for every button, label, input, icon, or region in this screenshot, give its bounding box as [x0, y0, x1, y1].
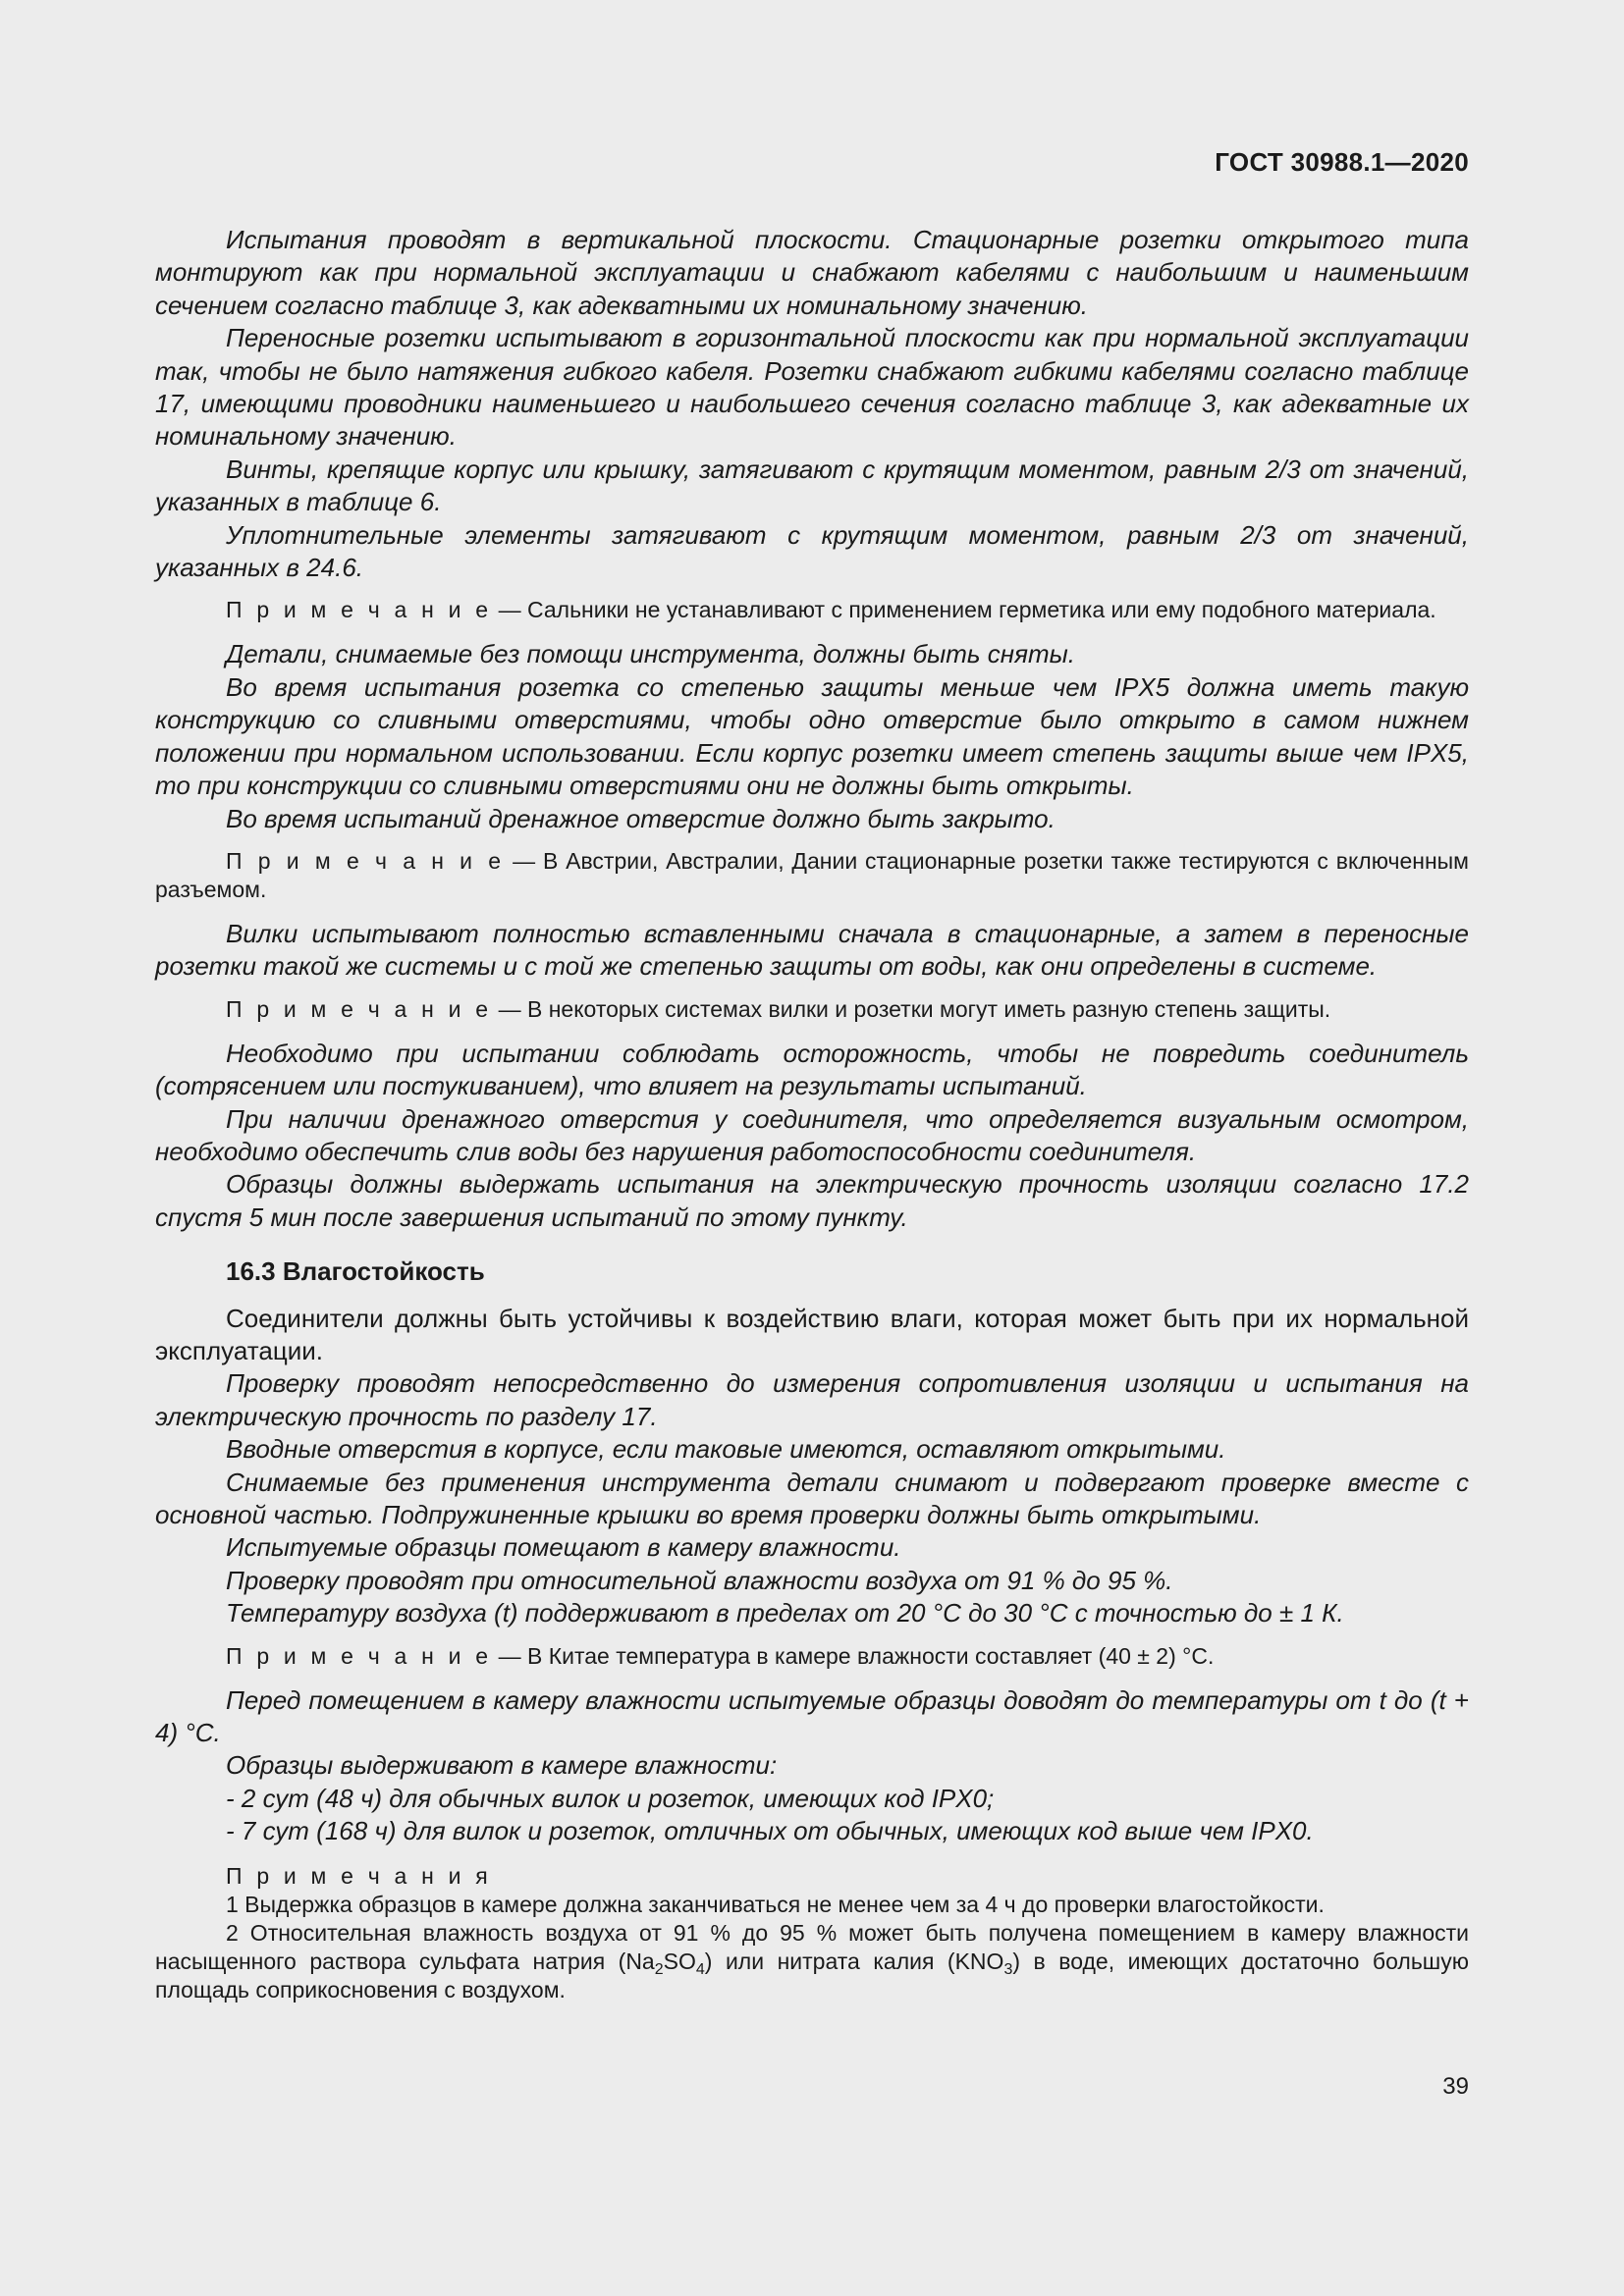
paragraph: Необходимо при испытании соблюдать осторожность, чтобы не повредить соединитель (сотрясением или постукиванием), что влияет на результаты испытаний.	[155, 1038, 1469, 1101]
paragraph: Образцы должны выдержать испытания на электрическую прочность изоляции согласно 17.2 спустя 5 мин после завершения испытаний по этому пункту.	[155, 1169, 1469, 1232]
paragraph: Испытуемые образцы помещают в камеру влажности.	[226, 1532, 901, 1563]
paragraph: Проверку проводят при относительной влажности воздуха от 91 % до 95 %.	[226, 1565, 1173, 1595]
note-label: П р и м е ч а н и е	[226, 995, 493, 1022]
paragraph: Температуру воздуха (t) поддерживают в пределах от 20 °С до 30 °С с точностью до ± 1 К.	[226, 1598, 1344, 1629]
note-item: 1 Выдержка образцов в камере должна заканчиваться не менее чем за 4 ч до проверки влагостойкости.	[226, 1891, 1325, 1917]
paragraph: Переносные розетки испытывают в горизонтальной плоскости как при нормальной эксплуатации так, чтобы не было натяжения гибкого кабеля. Розетки снабжают гибкими кабелями согласно таблице 17, имеющими проводники наименьшего и наибольшего сечения согласно таблице 3, как адекватные их номинальному значению.	[155, 323, 1469, 452]
paragraph: При наличии дренажного отверстия у соединителя, что определяется визуальным осмотром, необходимо обеспечить слив воды без нарушения работоспособности соединителя.	[155, 1103, 1469, 1166]
paragraph: Детали, снимаемые без помощи инструмента, должны быть сняты.	[226, 639, 1075, 669]
note: П р и м е ч а н и е — Сальники не устанавливают с применением герметика или ему подобного материала.	[226, 597, 1436, 623]
page-content	[155, 224, 1469, 2004]
note-label: П р и м е ч а н и е	[226, 1642, 493, 1669]
page-number: 39	[1442, 2073, 1469, 2100]
paragraph: Проверку проводят непосредственно до измерения сопротивления изоляции и испытания на электрическую прочность по разделу 17.	[155, 1368, 1469, 1431]
note-item	[155, 1919, 1469, 2004]
note: П р и м е ч а н и е — В некоторых системах вилки и розетки могут иметь разную степень защиты.	[226, 995, 1331, 1022]
note-text: 2 Относительная влажность воздуха от 91 % до 95 % может быть получена помещением в камеру влажности насыщенного раствора сульфата натрия (Na	[155, 1919, 1469, 1974]
note-label: П р и м е ч а н и е	[226, 847, 506, 874]
list-item: - 2 сут (48 ч) для обычных вилок и розеток, имеющих код IPX0;	[226, 1783, 995, 1813]
paragraph: Испытания проводят в вертикальной плоскости. Стационарные розетки открытого типа монтируют как при нормальной эксплуатации и снабжают кабелями с наибольшим и наименьшим сечением согласно таблице 3, как адекватными их номинальному значению.	[155, 225, 1469, 320]
note-text: В Китае температура в камере влажности составляет (40 ± 2) °С.	[526, 1642, 1215, 1669]
document-header: ГОСТ 30988.1—2020	[1215, 147, 1469, 177]
paragraph: Снимаемые без применения инструмента детали снимают и подвергают проверке вместе с основной частью. Подпружиненные крышки во время проверки должны быть открытыми.	[155, 1467, 1469, 1529]
note-text: SO	[663, 1948, 696, 1974]
notes-label: П р и м е ч а н и я	[226, 1862, 492, 1889]
paragraph: Вводные отверстия в корпусе, если таковые имеются, оставляют открытыми.	[226, 1434, 1226, 1465]
note: П р и м е ч а н и е — В Китае температура в камере влажности составляет (40 ± 2) °С.	[226, 1642, 1215, 1669]
paragraph: Вилки испытывают полностью вставленными сначала в стационарные, а затем в переносные розетки такой же системы и с той же степенью защиты от воды, как они определены в системе.	[155, 918, 1469, 982]
note-label: П р и м е ч а н и е	[226, 597, 493, 623]
note-text: ) в воде, имеющих достаточно большую площадь соприкосновения с воздухом.	[155, 1948, 1470, 2002]
subscript: 3	[1003, 1960, 1013, 1978]
note-text: В Австрии, Австралии, Дании стационарные розетки также тестируются с включенным разъемом.	[155, 847, 1469, 902]
list-item: - 7 сут (168 ч) для вилок и розеток, отличных от обычных, имеющих код выше чем IPX0.	[226, 1816, 1314, 1846]
subscript: 2	[654, 1960, 664, 1978]
section-title: 16.3 Влагостойкость	[226, 1256, 485, 1287]
note-text: Сальники не устанавливают с применением герметика или ему подобного материала.	[526, 597, 1436, 623]
subscript: 4	[695, 1960, 705, 1978]
note-text: ) или нитрата калия (KNO	[704, 1948, 1004, 1974]
note: П р и м е ч а н и е — В Австрии, Австралии, Дании стационарные розетки также тестируются с включенным разъемом.	[155, 847, 1469, 902]
paragraph: Во время испытаний дренажное отверстие должно быть закрыто.	[226, 803, 1056, 833]
note-text: В некоторых системах вилки и розетки могут иметь разную степень защиты.	[526, 995, 1331, 1022]
paragraph: Уплотнительные элементы затягивают с крутящим моментом, равным 2/3 от значений, указанных в 24.6.	[155, 519, 1469, 583]
paragraph: Образцы выдерживают в камере влажности:	[226, 1750, 778, 1781]
paragraph: Соединители должны быть устойчивы к воздействию влаги, которая может быть при их нормальной эксплуатации.	[155, 1303, 1469, 1365]
paragraph: Во время испытания розетка со степенью защиты меньше чем IPX5 должна иметь такую конструкцию со сливными отверстиями, чтобы одно отверстие было открыто в самом нижнем положении при нормальном использовании. Если корпус розетки имеет степень защиты выше чем IPX5, то при конструкции со сливными отверстиями они не должны быть открыты.	[155, 671, 1469, 801]
paragraph: Винты, крепящие корпус или крышку, затягивают с крутящим моментом, равным 2/3 от значений, указанных в таблице 6.	[155, 454, 1469, 517]
paragraph: Перед помещением в камеру влажности испытуемые образцы доводят до температуры от t до (t + 4) °С.	[155, 1684, 1469, 1748]
